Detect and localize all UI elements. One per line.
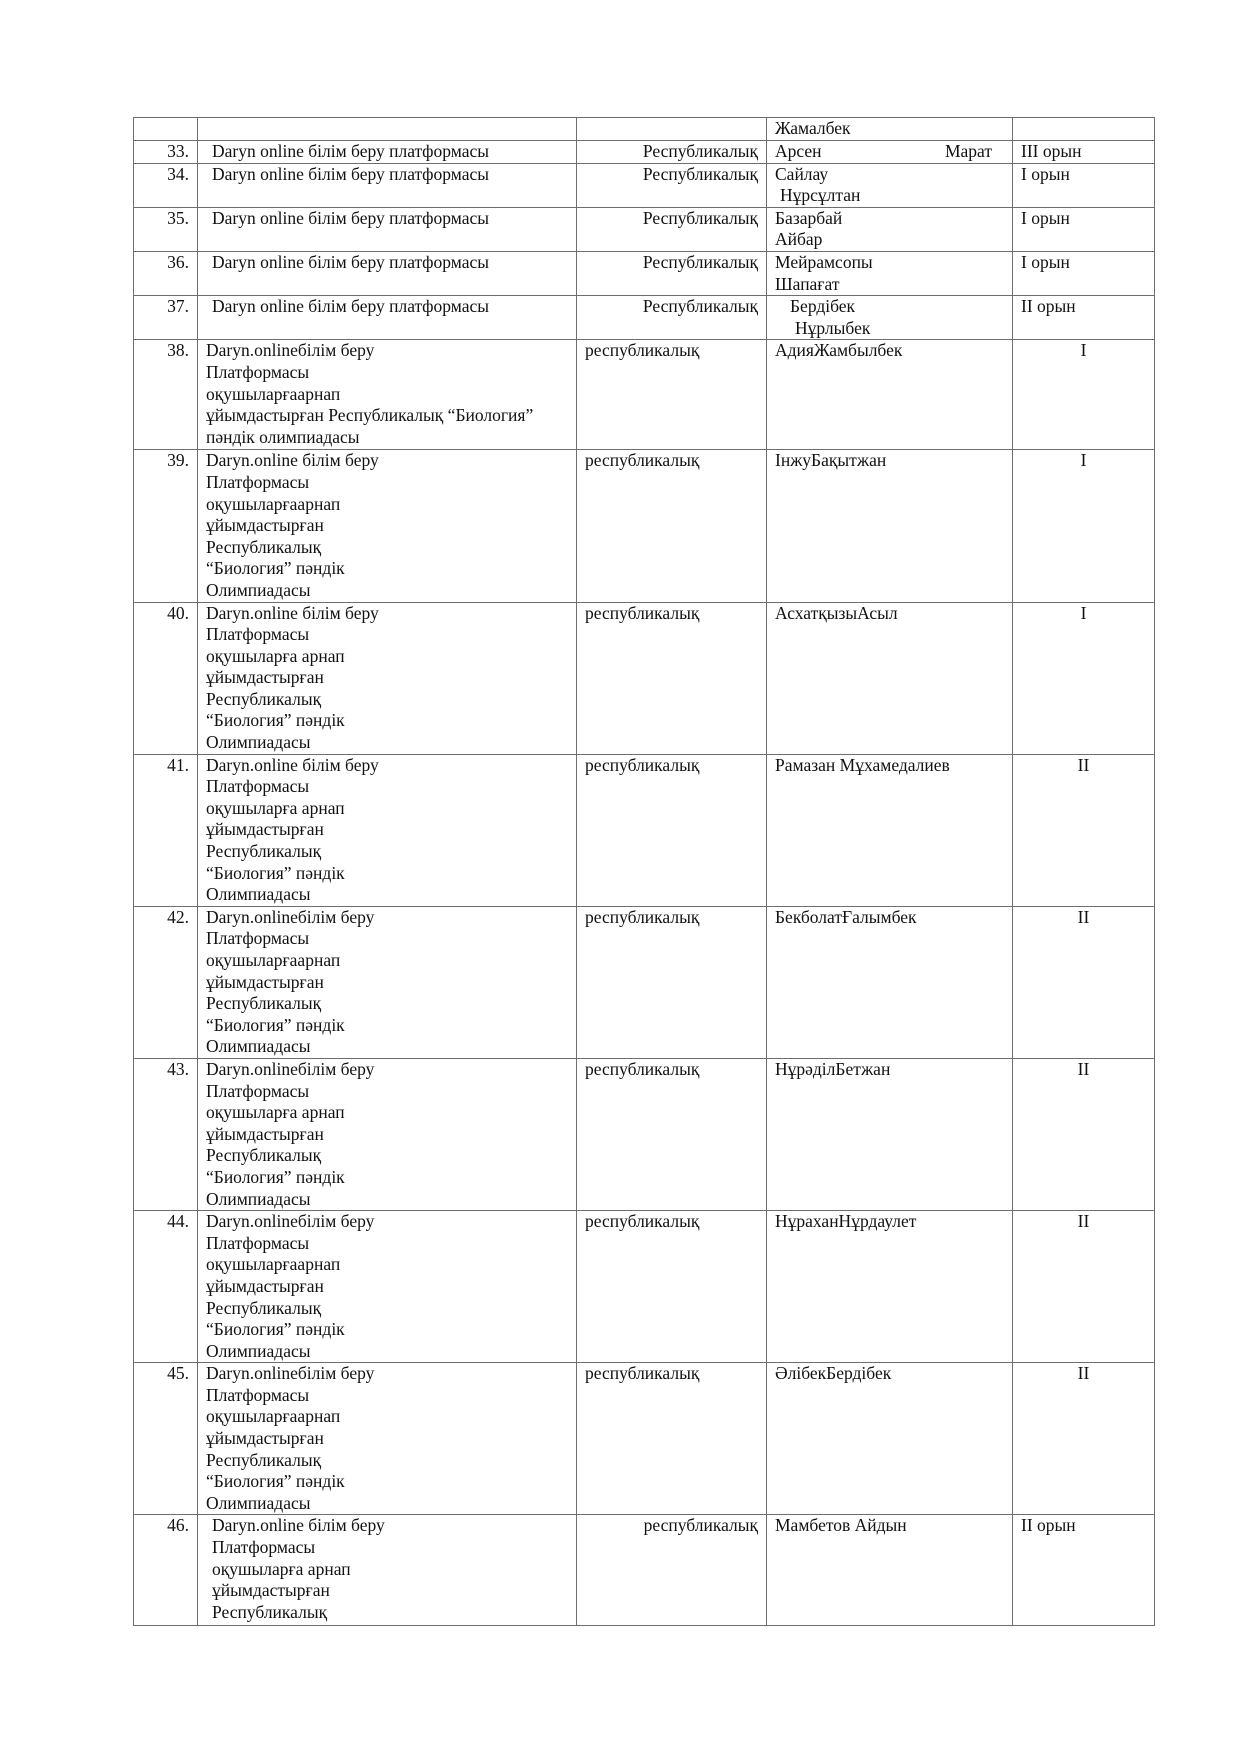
event-cell [198,906,577,1058]
level-cell: республикалық [577,450,767,602]
event-line: Платформасы [206,624,310,645]
table-row [134,754,1155,906]
event-cell [198,1211,577,1363]
level-cell: республикалық [577,906,767,1058]
table-row [134,1363,1155,1515]
event-line: Республикалық [206,1297,322,1318]
table-row [134,251,1155,295]
participant-name-line: ӘлібекБердібек [775,1363,892,1384]
participant-name-line: Жамалбек [775,118,851,138]
participant-cell [767,1363,1013,1515]
level-cell [577,118,767,141]
event-line: ұйымдастырған [206,1275,324,1296]
level-cell: Республикалық [577,207,767,251]
event-line: Платформасы [206,1080,310,1101]
participant-name-line: Бердібек [790,296,856,317]
participant-name-line: НұрәділБетжан [775,1058,891,1079]
table-row [134,1211,1155,1363]
event-line: Daryn.onlineбілім беру [206,1363,375,1384]
event-line: Олимпиадасы [206,884,311,905]
event-line: “Биология” пәндік [206,558,345,579]
table-row [134,340,1155,450]
participant-cell [767,296,1013,340]
row-number: 35. [134,207,198,251]
place-cell: I орын [1013,207,1155,251]
place-cell: I [1013,340,1155,450]
participant-cell [767,906,1013,1058]
place-cell: II [1013,1211,1155,1363]
place-cell: II орын [1013,296,1155,340]
event-line: ұйымдастырған [206,515,324,536]
participant-name-line: Мамбетов Айдын [775,1515,907,1536]
event-line: “Биология” пәндік [206,1014,345,1035]
event-cell [198,1515,577,1626]
participant-name-line: Базарбай [775,207,843,228]
event-line: Daryn.online білім беру [206,450,379,471]
row-number: 36. [134,251,198,295]
level-cell: Республикалық [577,163,767,207]
event-line: Олимпиадасы [206,732,311,753]
event-line: Республикалық [206,841,322,862]
event-line: “Биология” пәндік [206,862,345,883]
row-number: 37. [134,296,198,340]
event-line: оқушыларға арнап [206,1102,345,1123]
event-cell [198,251,577,295]
event-line: Платформасы [206,361,310,382]
event-line: Олимпиадасы [206,1036,311,1057]
event-line: Олимпиадасы [206,1340,311,1361]
event-cell [198,602,577,754]
participant-name-line: Айбар [775,229,823,250]
event-line: Daryn.onlineбілім беру [206,906,375,927]
participant-name-line: ІнжуБақытжан [775,450,887,471]
row-number: 45. [134,1363,198,1515]
event-line: пәндік олимпиадасы [206,426,360,447]
level-cell: республикалық [577,1515,767,1626]
participant-name-line: Мейрамсопы [775,251,873,272]
event-line: оқушыларғаарнап [206,1254,341,1275]
event-line: Daryn.onlineбілім беру [206,340,375,361]
row-number: 33. [134,141,198,164]
event-line: Республикалық [212,1601,328,1622]
event-cell [198,141,577,164]
participant-last-name: Марат [944,141,992,161]
place-cell [1013,118,1155,141]
participant-cell [767,340,1013,450]
event-cell [198,450,577,602]
place-cell: II [1013,1058,1155,1210]
participant-cell [767,141,1013,164]
participant-name-line: Нұрлыбек [795,317,871,338]
event-line: “Биология” пәндік [206,1471,345,1492]
level-cell: республикалық [577,602,767,754]
olympiad-results-table [133,117,1155,1626]
participant-name-line: АсхатқызыАсыл [775,602,898,623]
event-line: Daryn.onlineбілім беру [206,1058,375,1079]
row-number: 43. [134,1058,198,1210]
event-line: Платформасы [206,776,310,797]
participant-cell [767,1211,1013,1363]
event-cell [198,118,577,141]
event-line: оқушыларғаарнап [206,950,341,970]
event-line: оқушыларға арнап [212,1558,351,1579]
event-line: Платформасы [206,928,310,949]
table-row [134,450,1155,602]
participant-cell [767,207,1013,251]
event-cell [198,1058,577,1210]
row-number: 34. [134,163,198,207]
event-line: Daryn online білім беру платформасы [212,163,490,184]
place-cell: II орын [1013,1515,1155,1626]
place-cell: II [1013,754,1155,906]
participant-cell [767,1058,1013,1210]
event-line: Daryn.online білім беру [206,754,379,775]
event-line: ұйымдастырған [212,1580,330,1601]
event-line: Республикалық [206,1449,322,1470]
event-cell [198,296,577,340]
participant-cell [767,251,1013,295]
level-cell: республикалық [577,340,767,450]
event-line: Платформасы [206,471,310,492]
participant-name-split [775,141,1004,163]
event-line: Республикалық [206,688,322,709]
event-line: Daryn online білім беру платформасы [212,141,490,161]
event-line: “Биология” пәндік [206,1319,345,1340]
event-line: оқушыларғаарнап [206,493,341,514]
table-row [134,1515,1155,1626]
row-number: 38. [134,340,198,450]
event-line: Платформасы [206,1384,310,1405]
participant-cell [767,163,1013,207]
event-line: Платформасы [212,1537,316,1558]
row-number [134,118,198,141]
level-cell: республикалық [577,754,767,906]
event-line: Daryn.online білім беру [212,1515,385,1536]
level-cell: республикалық [577,1363,767,1515]
participant-name-line: Нұрсұлтан [780,185,861,206]
participant-cell [767,118,1013,141]
level-cell: Республикалық [577,296,767,340]
row-number: 46. [134,1515,198,1626]
table-row [134,141,1155,164]
place-cell: I [1013,450,1155,602]
event-line: “Биология” пәндік [206,1166,345,1187]
event-line: Олимпиадасы [206,1188,311,1209]
table-row [134,207,1155,251]
place-cell: I [1013,602,1155,754]
event-line: ұйымдастырған [206,667,324,688]
event-line: ұйымдастырған [206,971,324,992]
event-cell [198,340,577,450]
event-cell [198,1363,577,1515]
event-line: Олимпиадасы [206,1492,311,1513]
event-line: Daryn online білім беру платформасы [212,296,490,317]
participant-name-line: Рамазан Мұхамедалиев [775,754,950,775]
place-cell: II [1013,1363,1155,1515]
event-line: Республикалық [206,536,322,557]
event-line: Олимпиадасы [206,579,311,600]
event-line: Daryn.online білім беру [206,602,379,623]
table-row [134,163,1155,207]
participant-cell [767,1515,1013,1626]
event-cell [198,207,577,251]
table-row [134,296,1155,340]
event-line: Республикалық [206,1145,322,1166]
event-line: оқушыларғаарнап [206,1406,341,1427]
participant-name-line: Шапағат [775,273,840,294]
level-cell: Республикалық [577,141,767,164]
event-line: Платформасы [206,1232,310,1253]
participant-cell [767,450,1013,602]
event-line: ұйымдастырған [206,1123,324,1144]
place-cell: I орын [1013,251,1155,295]
level-cell: республикалық [577,1058,767,1210]
level-cell: Республикалық [577,251,767,295]
event-line: оқушыларға арнап [206,797,345,818]
event-line: ұйымдастырған [206,819,324,840]
event-line: Daryn online білім беру платформасы [212,207,490,228]
event-line: ұйымдастырған [206,1428,324,1449]
table-row [134,1058,1155,1210]
event-line: “Биология” пәндік [206,710,345,731]
participant-cell [767,754,1013,906]
place-cell: I орын [1013,163,1155,207]
row-number: 41. [134,754,198,906]
event-cell [198,754,577,906]
table-row [134,906,1155,1058]
event-line: Республикалық [206,993,322,1014]
participant-name-line: Сайлау [775,163,829,184]
event-line: оқушыларғаарнап [206,383,341,404]
participant-cell [767,602,1013,754]
row-number: 44. [134,1211,198,1363]
event-cell [198,163,577,207]
event-line: оқушыларға арнап [206,645,345,666]
row-number: 39. [134,450,198,602]
event-line: Daryn.onlineбілім беру [206,1211,375,1232]
participant-first-name: Арсен [775,141,822,161]
place-cell: II [1013,906,1155,1058]
table-body [134,118,1155,1626]
table-row [134,602,1155,754]
event-line: Daryn online білім беру платформасы [212,251,490,272]
event-line: ұйымдастырған Республикалық “Биология” [206,405,534,426]
level-cell: республикалық [577,1211,767,1363]
participant-name-line: НұраханНұрдаулет [775,1211,917,1232]
place-cell: III орын [1013,141,1155,164]
row-number: 42. [134,906,198,1058]
row-number: 40. [134,602,198,754]
table-row [134,118,1155,141]
participant-name-line: АдияЖамбылбек [775,340,903,361]
participant-name-line: БекболатҒалымбек [775,906,917,927]
